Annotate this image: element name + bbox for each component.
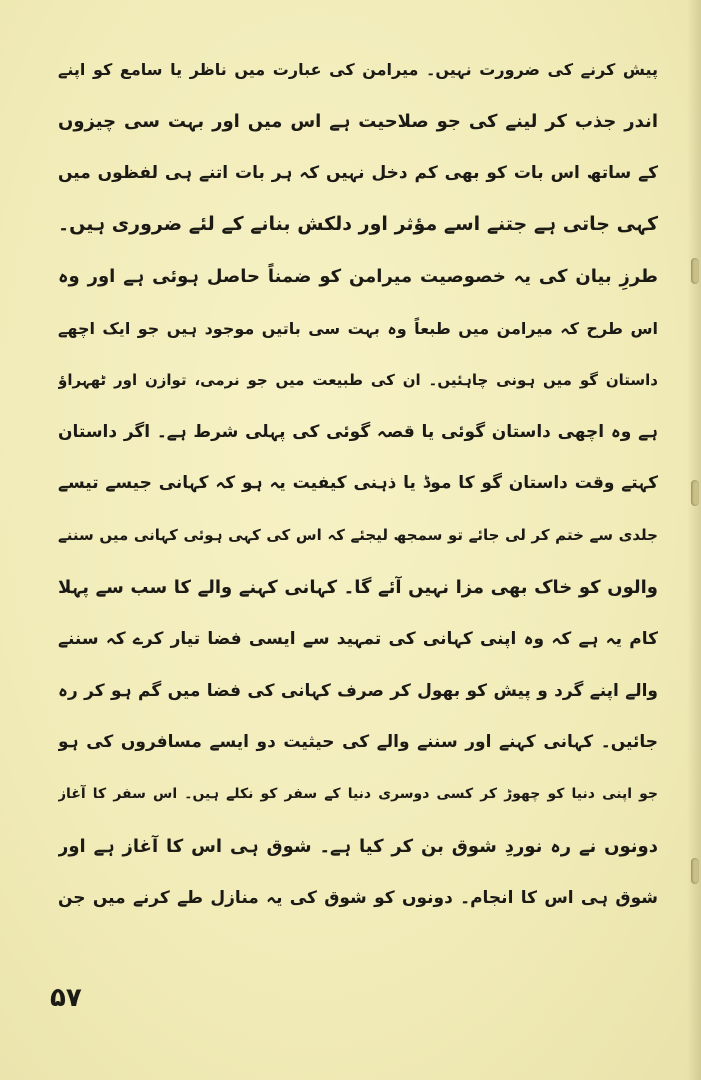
page-number: ۵۷ [50, 983, 82, 1013]
text-line: جائیں۔ کہانی کہنے اور سننے والے کی حیثیت دو ایسے مسافروں کی ہو [58, 732, 658, 753]
text-line: داستان گو میں ہونی چاہئیں۔ ان کی طبیعت میں جو نرمی، توازن اور ٹھہراؤ [58, 370, 658, 389]
text-line: کہی جاتی ہے جتنے اسے مؤثر اور دلکش بنانے کے لئے ضروری ہیں۔ [58, 213, 658, 236]
text-line: جلدی سے ختم کر لی جائے تو سمجھ لیجئے کہ اس کی کہی ہوئی کہانی میں سننے [58, 526, 658, 545]
binding-hole [691, 480, 699, 506]
text-line: جو اپنی دنیا کو چھوڑ کر کسی دوسری دنیا کے سفر کو نکلے ہیں۔ اس سفر کا آغاز [58, 786, 658, 803]
text-line: والے اپنے گرد و پیش کو بھول کر صرف کہانی کی فضا میں گم ہو کر رہ [58, 680, 658, 701]
text-line: دونوں نے رہ نوردِ شوق بن کر کیا ہے۔ شوق ہی اس کا آغاز ہے اور [58, 835, 658, 857]
text-line: کے ساتھ اس بات کو بھی کم دخل نہیں کہ ہر بات اتنے ہی لفظوں میں [58, 162, 658, 183]
body-text [58, 44, 658, 925]
text-line: کہتے وقت داستان گو کا موڈ یا ذہنی کیفیت یہ ہو کہ کہانی جیسے تیسے [58, 473, 658, 494]
binding-hole [691, 858, 699, 884]
text-line: پیش کرنے کی ضرورت نہیں۔ میرامن کی عبارت میں ناظر یا سامع کو اپنے [58, 60, 658, 79]
text-line: اس طرح کہ میرامن میں طبعاً وہ بہت سی باتیں موجود ہیں جو ایک اچھے [58, 318, 658, 338]
text-line: شوق ہی اس کا انجام۔ دونوں کو شوق کی یہ منازل طے کرنے میں جن [58, 887, 658, 908]
page-edge-shadow [687, 0, 701, 1080]
text-line: کام یہ ہے کہ وہ اپنی کہانی کی تمہید سے ایسی فضا تیار کرے کہ سننے [58, 628, 658, 649]
text-line: ہے وہ اچھی داستان گوئی یا قصہ گوئی کی پہلی شرط ہے۔ اگر داستان [58, 421, 658, 442]
text-line: والوں کو خاک بھی مزا نہیں آئے گا۔ کہانی کہنے والے کا سب سے پہلا [58, 576, 658, 598]
binding-hole [691, 258, 699, 284]
text-line: اندر جذب کر لینے کی جو صلاحیت ہے اس میں اور بہت سی چیزوں [58, 110, 658, 132]
text-line: طرزِ بیان کی یہ خصوصیت میرامن کو ضمناً حاصل ہوئی ہے اور وہ [58, 266, 658, 288]
